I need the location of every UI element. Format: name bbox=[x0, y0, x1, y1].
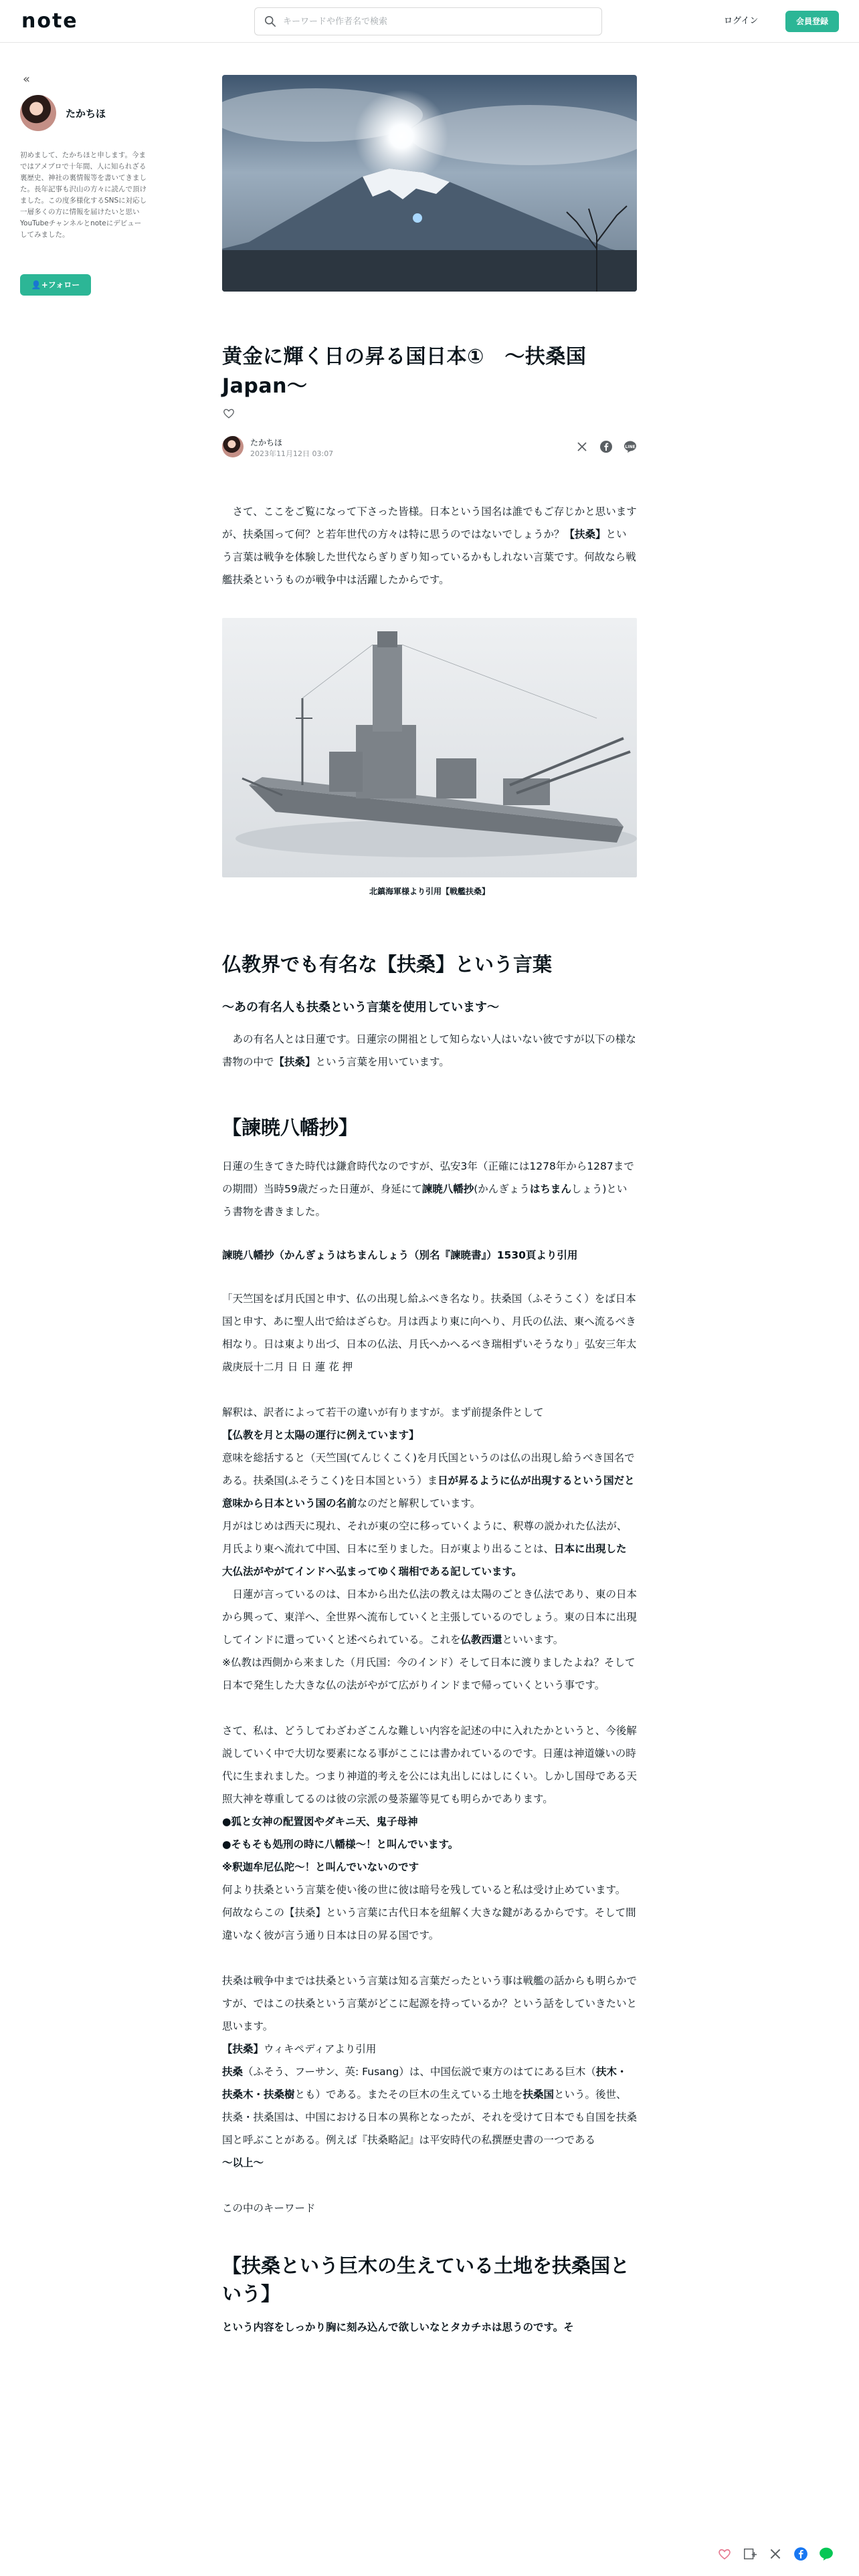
creator-bio: 初めまして、たかちほと申します。今まではアメブロで十年間、人に知られざる裏歴史、神社の裏情報等を書いてきました。長年記事も沢山の方々に読んで頂けました。この度多様化するSNSに対応し一層多くの方に情報を届けたいと思いYouTubeチャンネルとnoteにデビューしてみました。 bbox=[20, 151, 147, 239]
keyword-line: この中のキーワード bbox=[222, 2202, 316, 2214]
section-heading-fuso-land: 【扶桑という巨木の生えている土地を扶桑国という】 bbox=[222, 2254, 630, 2305]
author-row bbox=[222, 433, 637, 460]
section-heading-buddhism: 仏教界でも有名な【扶桑】という言葉 bbox=[222, 953, 553, 976]
facebook-share-icon[interactable] bbox=[599, 440, 613, 453]
collapse-sidebar-icon[interactable]: « bbox=[23, 72, 31, 86]
share-icons bbox=[575, 440, 637, 453]
search-box[interactable] bbox=[254, 7, 602, 35]
heart-icon[interactable] bbox=[222, 407, 235, 420]
line-share-icon[interactable] bbox=[624, 440, 637, 453]
article-title: 黄金に輝く日の昇る国日本① ～扶桑国Japan～ bbox=[222, 345, 587, 398]
creator-avatar[interactable] bbox=[20, 95, 56, 131]
note-logo[interactable]: note bbox=[21, 9, 78, 33]
floating-heart-icon[interactable] bbox=[717, 2547, 732, 2561]
publish-date: 2023年11月12日 03:07 bbox=[250, 449, 334, 458]
creator-name[interactable]: たかちほ bbox=[66, 107, 106, 120]
like-row bbox=[222, 407, 637, 423]
top-header bbox=[0, 0, 859, 43]
follow-label: フォロー bbox=[47, 280, 80, 290]
era-paragraph: 日蓮の生きてきた時代は鎌倉時代なのですが、弘安3年（正確には1278年から1287までの期間）当時59歳だった日蓮が、身延にて諫暁八幡抄(かんぎょうはちまんしょう)という書物を書きました。 bbox=[222, 1160, 634, 1218]
search-icon bbox=[264, 15, 276, 27]
hero-image-mount-fuji bbox=[222, 75, 637, 292]
section-heading-kangyo: 【諫暁八幡抄】 bbox=[222, 1116, 359, 1139]
subheading-famous-person: ～あの有名人も扶桑という言葉を使用しています～ bbox=[222, 1000, 499, 1014]
quote-source-heading: 諫暁八幡抄（かんぎょうはちまんしょう（別名『諫暁書』）1530頁より引用 bbox=[222, 1249, 578, 1261]
wikipedia-paragraph: 扶桑は戦争中までは扶桑という言葉は知る言葉だったという事は戦艦の話からも明らかですが、ではこの扶桑という言葉がどこに起源を持っているか？という話をしていきたいと思います。 【扶桑】ウィキペディアより引用 扶桑（ふそう、フーサン、英: Fusang）は、中国伝説で東方のはてにある巨木（扶木・扶桑木・扶桑樹とも）である。またその巨木の生えている土地を扶桑国という。後世、扶桑・扶桑国は、中国における日本の異称となったが、それを受けて日本でも自国を扶桑国と呼ぶことがある。例えば『扶桑略記』は平安時代の私撰歴史書の一つである ～以上～ bbox=[222, 1975, 638, 2169]
explanation-paragraph: 解釈は、訳者によって若干の違いが有りますが。まず前提条件として 【仏教を月と太陽の運行に例えています】 意味を総括すると（天竺国(てんじくこく)を月氏国というのは仏の出現し給うべき国名である。扶桑国(ふそうこく)を日本国という）ま日が昇るように仏が出現するという国だと意味から日本という国の名前なのだと解釈しています。 月がはじめは西天に現れ、それが東の空に移っていくように、釈尊の説かれた仏法が、月氏より東へ流れて中国、日本に至りました。日が東より出ることは、日本に出現した大仏法がやがてインドへ弘まってゆく瑞相である記しています。 日蓮が言っているのは、日本から出た仏法の教えは太陽のごとき仏法であり、東の日本から興って、東洋へ、全世界へ流布していくと主張しているのでしょう。東の日本に出現してインドに還っていくと述べられている。これを仏教西還といいます。 ※仏教は西側から来ました（月氏国：今のインド）そして日本に渡りましたよね？そして日本で発生した大きな仏の法がやがて広がりインドまで帰っていくという事です。 bbox=[222, 1406, 638, 1691]
floating-facebook-icon[interactable] bbox=[793, 2547, 808, 2561]
follow-button[interactable] bbox=[20, 274, 91, 296]
quote-paragraph: 「天竺国をば月氏国と申す、仏の出現し給ふべき名なり。扶桑国（ふそうこく）をば日本国と申す、あに聖人出で給はざらむ。月は西より東に向へり、月氏の仏法、東へ流るべき相なり。日は東より出づ、日本の仏法、月氏へかへるべき瑞相ずいそうなり」弘安三年太歳庚辰十二月 日 日 蓮 花 押 bbox=[222, 1293, 637, 1373]
last-paragraph: という内容をしっかり胸に刻み込んで欲しいなとタカチホは思うのです。そ bbox=[222, 2321, 574, 2333]
magazine-add-icon[interactable] bbox=[743, 2547, 757, 2561]
intro-paragraph: さて、ここをご覧になって下さった皆様。日本という国名は誰でもご存じかと思いますが、扶桑国って何？と若年世代の方々は特に思うのではないでしょうか？【扶桑】という言葉は戦争を体験した世代ならぎりぎり知っているかもしれない言葉です。何故なら戦艦扶桑というものが戦争中は活躍したからです。 bbox=[222, 506, 637, 586]
search-input[interactable] bbox=[283, 13, 591, 29]
nichiren-paragraph: あの有名人とは日蓮です。日蓮宗の開祖として知らない人はいない彼ですが以下の様な書物の中で【扶桑】という言葉を用いています。 bbox=[222, 1033, 636, 1068]
user-plus-icon: 👤+ bbox=[31, 280, 48, 290]
battleship-image bbox=[222, 618, 637, 877]
signup-button[interactable]: 会員登録 bbox=[785, 11, 839, 32]
floating-x-icon[interactable] bbox=[768, 2547, 783, 2561]
author-name[interactable]: たかちほ bbox=[250, 438, 283, 447]
article bbox=[222, 75, 637, 2339]
svg-text:LINE: LINE bbox=[625, 445, 636, 449]
image-caption: 北鎮海軍様より引用【戦艦扶桑】 bbox=[369, 887, 490, 896]
x-share-icon[interactable] bbox=[575, 440, 589, 453]
reason-paragraph: さて、私は、どうしてわざわざこんな難しい内容を記述の中に入れたかというと、今後解説していく中で大切な要素になる事がここには書かれているのです。日蓮は神道嫌いの時代に生まれました。つまり神道的考えを公には丸出しにはしにくい。しかし国母である天照大神を尊重してるのは彼の宗派の曼荼羅等見ても明らかであります。 ●狐と女神の配置図やダキニ天、鬼子母神 ●そもそも処刑の時に八幡様～！と叫んでいます。 ※釈迦牟尼仏陀～！と叫んでいないのです 何より扶桑という言葉を使い後の世に彼は暗号を残していると私は受け止めています。 何故ならこの【扶桑】という言葉に古代日本を紐解く大きな鍵があるからです。そして間違いなく彼が言う通り日本は日の昇る国です。 bbox=[222, 1725, 638, 1941]
floating-line-icon[interactable] bbox=[819, 2547, 834, 2561]
creator-profile[interactable] bbox=[20, 95, 106, 131]
login-link[interactable]: ログイン bbox=[724, 16, 759, 26]
floating-action-bar bbox=[717, 2547, 834, 2561]
author-avatar[interactable] bbox=[222, 436, 244, 457]
